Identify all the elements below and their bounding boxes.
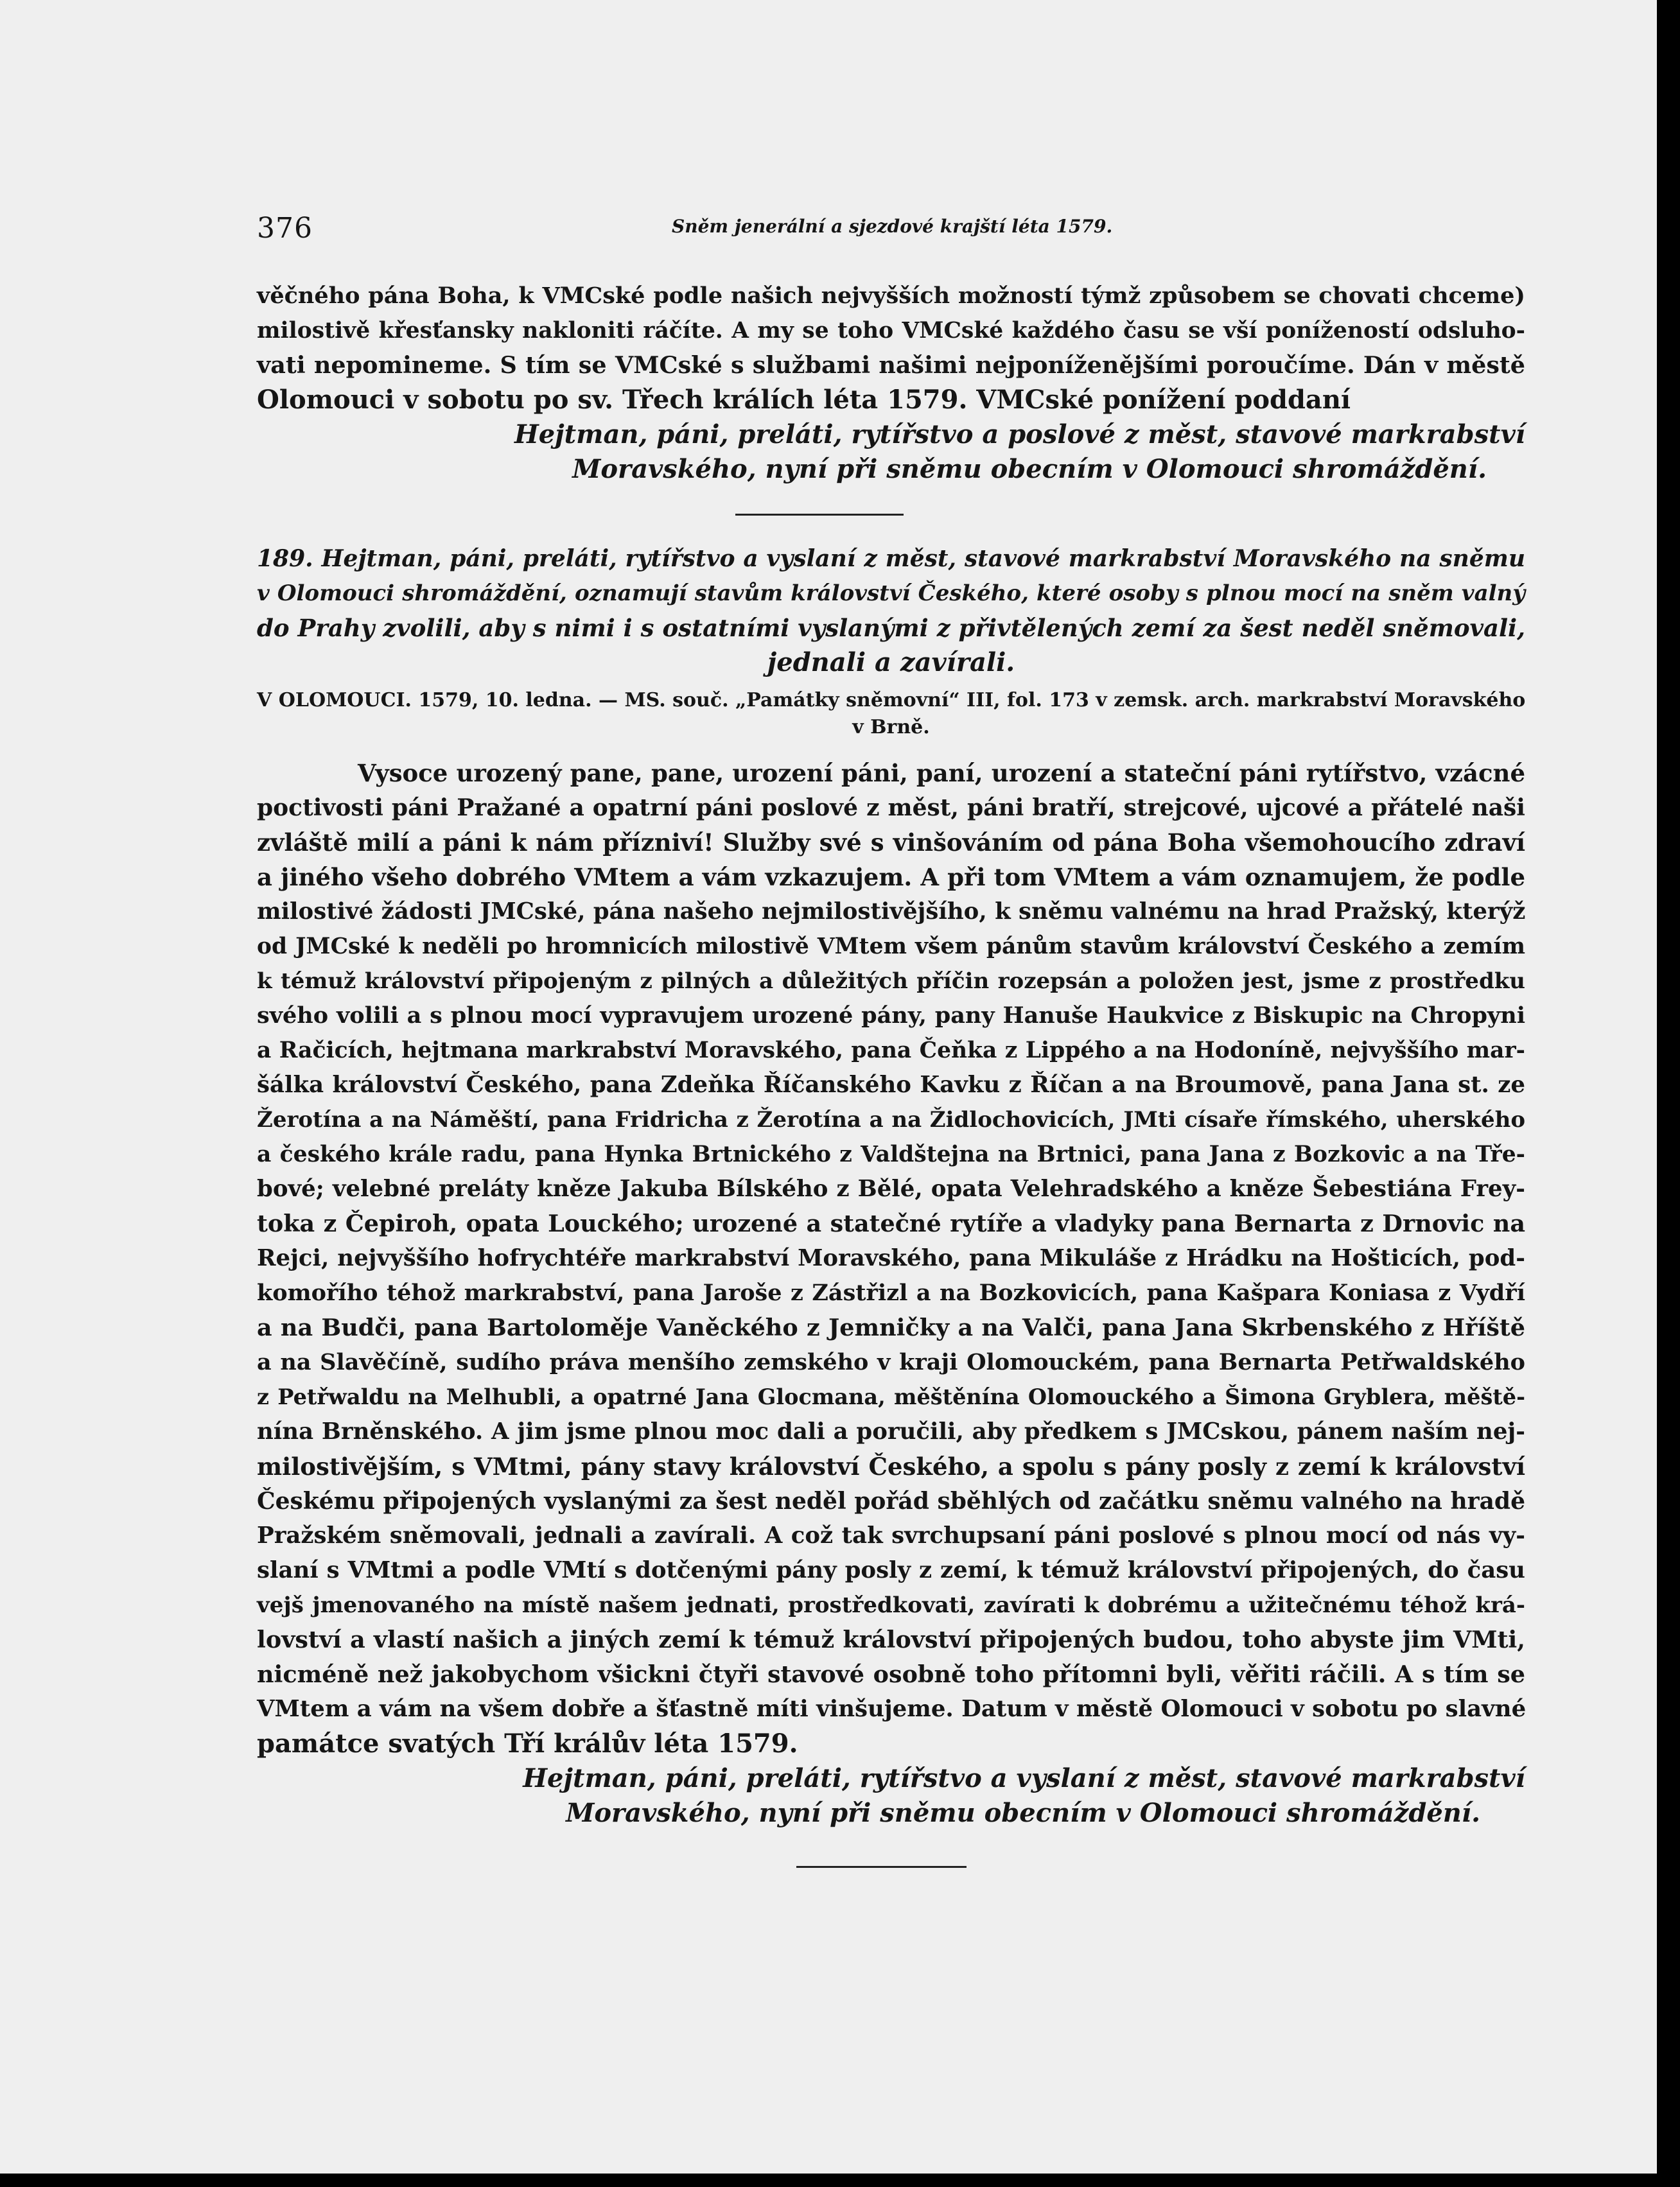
text-line: Olomouci v sobotu po sv. Třech králích léta 1579. VMCské ponížení poddaní — [257, 385, 1351, 415]
body-line: nicméně než jakobychom všickni čtyři stavové osobně toho přítomni byli, věřiti ráčili. A s tím se — [257, 1660, 1525, 1688]
body-line: památce svatých Tří králův léta 1579. — [257, 1729, 798, 1759]
intro-text — [257, 279, 1525, 487]
signature-line: Moravského, nyní při sněmu obecním v Olomouci shromáždění. — [566, 1798, 1480, 1828]
separator-rule — [735, 514, 904, 516]
signature-line: Hejtman, páni, preláti, rytířstvo a poslové z měst, stavové markrabství — [514, 419, 1525, 449]
body-line: poctivosti páni Pražané a opatrní páni poslové z měst, páni bratří, strejcové, ujcové a přátelé naši — [257, 794, 1525, 821]
signature-line: Moravského, nyní při sněmu obecním v Olomouci shromáždění. — [572, 454, 1487, 484]
page-header — [257, 212, 1522, 250]
body-line: Českému připojených vyslanými za šest neděl pořád sběhlých od začátku sněmu valného na hradě — [257, 1488, 1525, 1515]
body-line: od JMCské k neděli po hromnicích milostivě VMtem všem pánům stavům království Českého a zemím — [257, 934, 1525, 959]
source-line: v Brně. — [852, 716, 930, 738]
scan-border — [1657, 0, 1680, 2187]
body-line: a Račicích, hejtmana markrabství Moravského, pana Čeňka z Lippého a na Hodoníně, nejvyššího mar- — [257, 1038, 1525, 1063]
separator-rule — [796, 1866, 967, 1868]
heading-line: 189. Hejtman, páni, preláti, rytířstvo a vyslaní z měst, stavové markrabství Moravského na sněmu — [257, 545, 1525, 572]
page-number: 376 — [257, 212, 313, 245]
body-line: a českého krále radu, pana Hynka Brtnického z Valdštejna na Brtnici, pana Jana z Bozkovic a na Tře- — [257, 1142, 1525, 1167]
body-line: Žerotína a na Náměští, pana Fridricha z Žerotína a na Židlochovicích, JMti císaře římského, uherského — [257, 1107, 1525, 1133]
body-line: bové; velebné preláty kněze Jakuba Bílského z Bělé, opata Velehradského a kněze Šebestiána Frey- — [257, 1176, 1525, 1202]
body-line: lovství a vlastí našich a jiných zemí k témuž království připojených budou, toho abyste jim VMti, — [257, 1626, 1525, 1653]
running-head: Sněm jenerální a sjezdové krajští léta 1579. — [672, 216, 1113, 237]
body-line: Pražském sněmovali, jednali a zavírali. A což tak svrchupsaní páni poslové s plnou mocí od nás vy- — [257, 1522, 1525, 1549]
heading-line: jednali a zavírali. — [767, 647, 1015, 677]
body-line: slaní s VMtmi a podle VMtí s dotčenými pány posly z zemí, k témuž království připojených, do času — [257, 1557, 1525, 1583]
body-line: VMtem a vám na všem dobře a šťastně míti vinšujeme. Datum v městě Olomouci v sobotu po slavné — [257, 1696, 1527, 1722]
text-line: milostivě křesťansky nakloniti ráčíte. A my se toho VMCské každého času se vší ponížeností odsluho- — [257, 318, 1525, 344]
document-heading — [257, 541, 1525, 680]
source-note — [257, 687, 1525, 741]
text-line: věčného pána Boha, k VMCské podle našich nejvyšších možností týmž způsobem se chovati chceme) — [257, 283, 1525, 309]
body-line: komořího téhož markrabství, pana Jaroše z Zástřizl a na Bozkovicích, pana Kašpara Koniasa z Vydří — [257, 1280, 1525, 1306]
document-body — [257, 756, 1525, 1831]
body-line: Vysoce urozený pane, pane, urození páni, paní, urození a stateční páni rytířstvo, vzácné — [358, 759, 1525, 787]
body-line: zvláště milí a páni k nám přízniví! Služby své s vinšováním od pána Boha všemohoucího zdraví — [257, 828, 1525, 857]
body-line: toka z Čepiroh, opata Louckého; urozené a statečné rytíře a vladyky pana Bernarta z Drnovic na — [257, 1210, 1525, 1237]
heading-line: v Olomouci shromáždění, oznamují stavům království Českého, které osoby s plnou mocí na sněm valný — [257, 580, 1525, 606]
body-line: svého volili a s plnou mocí vypravujem urozené pány, pany Hanuše Haukvice z Biskupic na Chropyni — [257, 1002, 1525, 1029]
body-line: vejš jmenovaného na místě našem jednati, prostředkovati, zavírati k dobrému a užitečnému téhož krá- — [257, 1592, 1525, 1618]
body-line: a na Budči, pana Bartoloměje Vaněckého z Jemničky a na Valči, pana Jana Skrbenského z Hříště — [257, 1314, 1525, 1341]
body-line: z Petřwaldu na Melhubli, a opatrné Jana Glocmana, měštěnína Olomouckého a Šimona Gryblera, měště- — [257, 1384, 1525, 1409]
signature-line: Hejtman, páni, preláti, rytířstvo a vyslaní z měst, stavové markrabství — [523, 1763, 1525, 1793]
body-line: šálka království Českého, pana Zdeňka Říčanského Kavku z Říčan a na Broumově, pana Jana st. ze — [257, 1072, 1525, 1098]
body-line: a jiného všeho dobrého VMtem a vám vzkazujem. A při tom VMtem a vám oznamujem, že podle — [257, 863, 1525, 891]
body-line: k témuž království připojeným z pilných a důležitých příčin rozepsán a položen jest, jsme z prostředku — [257, 968, 1525, 994]
body-line: milostivějším, s VMtmi, pány stavy království Českého, a spolu s pány posly z zemí k království — [257, 1452, 1525, 1481]
body-line: nína Brněnského. A jim jsme plnou moc dali a poručili, aby předkem s JMCskou, pánem naším nej- — [257, 1418, 1525, 1445]
text-line: vati nepomineme. S tím se VMCské s službami našimi nejponíženějšími poroučíme. Dán v městě — [257, 351, 1525, 379]
body-line: Rejci, nejvyššího hofrychtéře markrabství Moravského, pana Mikuláše z Hrádku na Hošticích, pod- — [257, 1245, 1525, 1271]
source-line: V OLOMOUCI. 1579, 10. ledna. — MS. souč. „Památky sněmovní“ III, fol. 173 v zemsk. arch. markrabství Moravského — [257, 689, 1526, 711]
body-line: milostivé žádosti JMCské, pána našeho nejmilostivějšího, k sněmu valnému na hrad Pražský, kterýž — [257, 898, 1526, 925]
body-line: a na Slavěčíně, sudího práva menšího zemského v kraji Olomouckém, pana Bernarta Petřwaldského — [257, 1349, 1525, 1375]
heading-line: do Prahy zvolili, aby s nimi i s ostatními vyslanými z přivtělených zemí za šest neděl sněmovali, — [257, 614, 1525, 642]
